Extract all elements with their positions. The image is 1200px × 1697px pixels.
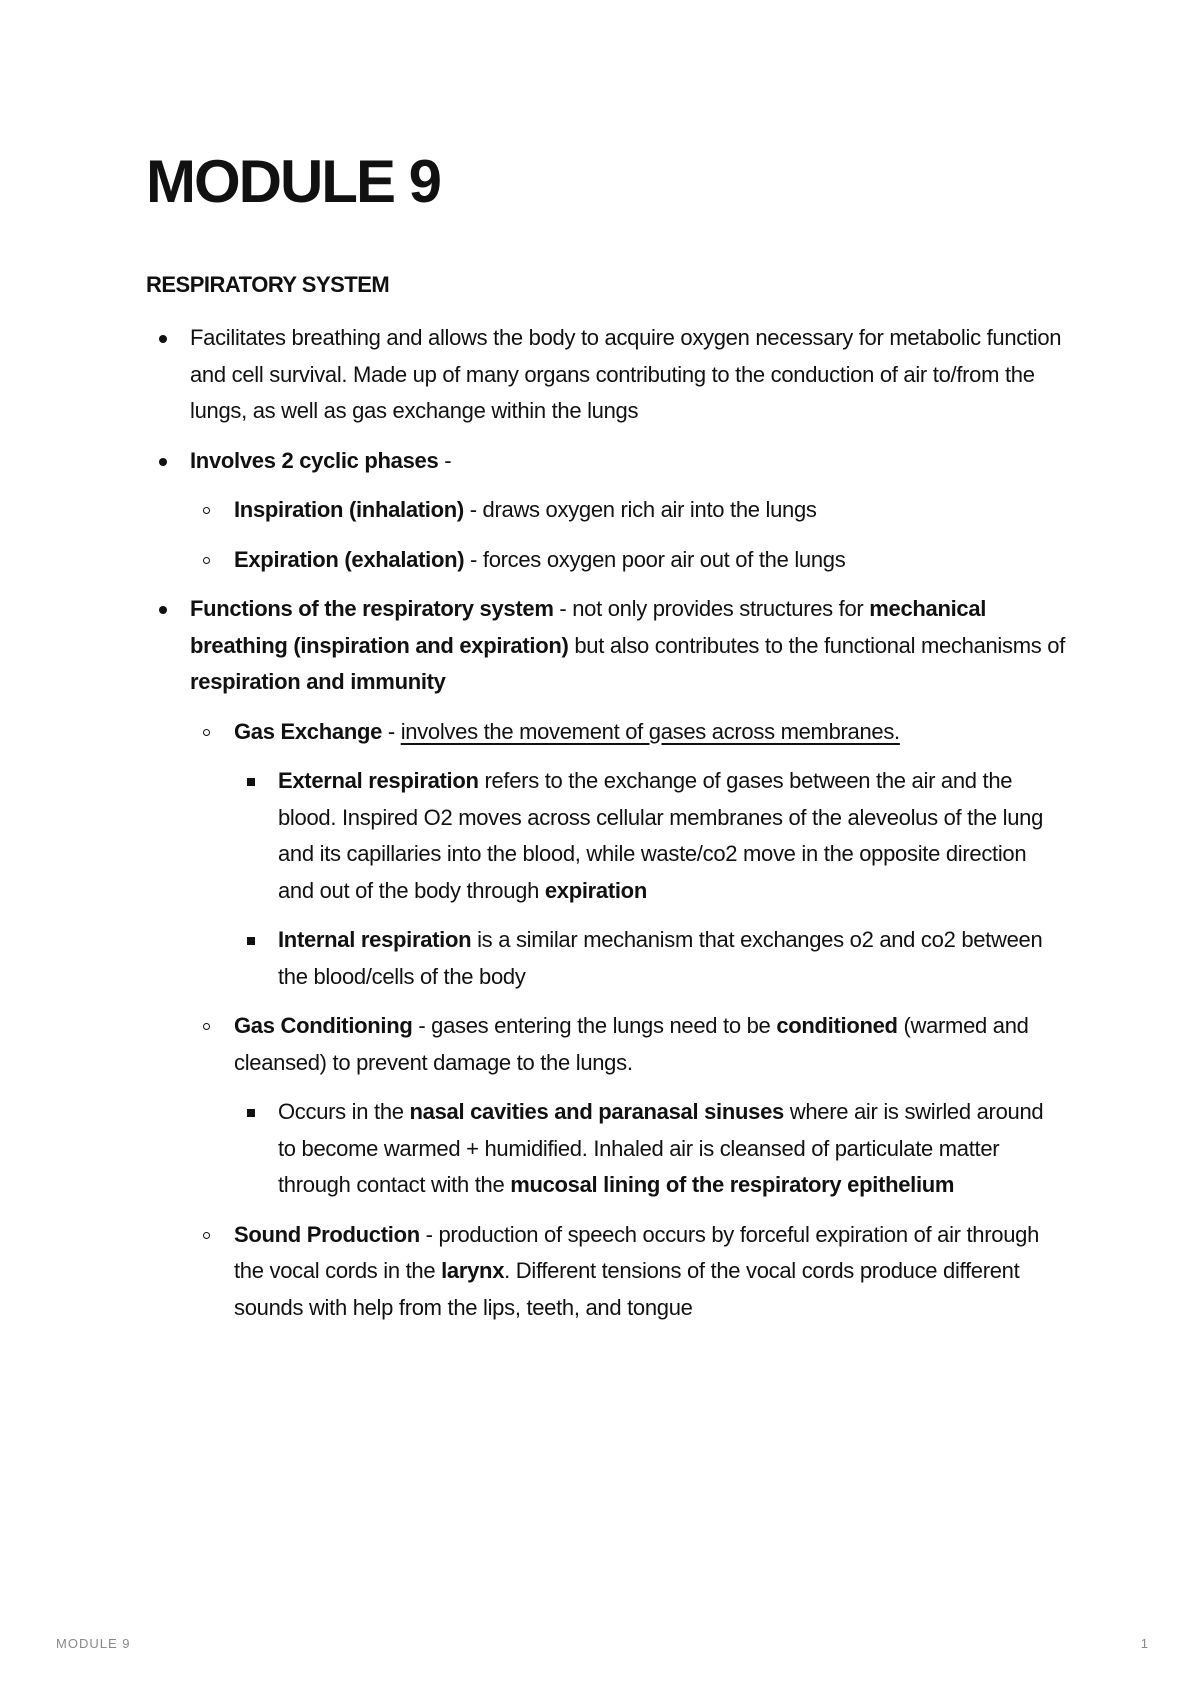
- inspiration-text: - draws oxygen rich air into the lungs: [463, 497, 817, 522]
- sound-term-2: larynx: [441, 1258, 505, 1283]
- external-term: External respiration: [278, 768, 479, 793]
- section-heading: RESPIRATORY SYSTEM: [146, 272, 390, 297]
- gas-conditioning-sublist: [234, 1094, 1066, 1204]
- expiration-text: - forces oxygen poor air out of the lungs: [464, 546, 846, 572]
- gas-conditioning-term: Gas Conditioning: [234, 1013, 413, 1038]
- phases-rest: -: [438, 447, 452, 473]
- gas-exchange-term: Gas Exchange: [234, 718, 383, 744]
- list-item-phases: [146, 443, 1066, 579]
- list-item-expiration: [190, 542, 1066, 579]
- inspiration-term: Inspiration (inhalation): [234, 497, 464, 522]
- footer-label: MODULE 9: [56, 1636, 131, 1651]
- intro-text: Facilitates breathing and allows the body to acquire oxygen necessary for metabolic function and cell survival. Made up of many organs contributing to the conduction of air to/from the lungs, as well as gas exchange within the lungs: [190, 325, 1062, 423]
- page-title: MODULE 9: [146, 148, 441, 215]
- bullet-circle-icon: [190, 542, 234, 578]
- list-item-gas-exchange: [190, 714, 1066, 996]
- external-term-2: expiration: [544, 877, 647, 903]
- list-item-nasal-cavities: [234, 1094, 1066, 1204]
- functions-term-2: mechanical breathing (inspiration and expiration): [190, 596, 987, 658]
- bullet-square-icon: [234, 1094, 278, 1130]
- gas-conditioning-text-2: (warmed and cleansed) to prevent damage to the lungs.: [234, 1013, 1029, 1075]
- bullet-disc-icon: [146, 591, 190, 627]
- bullet-circle-icon: [190, 492, 234, 528]
- phases-term: Involves 2 cyclic phases: [190, 447, 439, 473]
- list-item-sound-production: [190, 1217, 1066, 1327]
- bullet-square-icon: [234, 922, 278, 958]
- footer-page-number: 1: [1140, 1636, 1148, 1651]
- bullet-circle-icon: [190, 1217, 234, 1253]
- gas-exchange-dash: -: [382, 718, 401, 744]
- gas-conditioning-term-2: conditioned: [776, 1013, 898, 1038]
- list-item-functions: [146, 591, 1066, 1326]
- sound-term: Sound Production: [234, 1221, 420, 1247]
- document-body: [146, 320, 1066, 1339]
- list-item-intro: [146, 320, 1066, 430]
- bullet-circle-icon: [190, 714, 234, 750]
- functions-term: Functions of the respiratory system: [190, 596, 554, 621]
- bullet-list: [146, 320, 1066, 1326]
- list-item-gas-conditioning: [190, 1008, 1066, 1204]
- list-item-external-respiration: [234, 763, 1066, 909]
- list-item-internal-respiration: [234, 922, 1066, 995]
- list-item-inspiration: [190, 492, 1066, 529]
- gas-exchange-sublist: [234, 763, 1066, 995]
- functions-sublist: [190, 714, 1066, 1327]
- sound-text-1: - production of speech occurs by forceful expiration of air through the vocal cords in the: [234, 1221, 1040, 1283]
- bullet-disc-icon: [146, 320, 190, 356]
- functions-text-1: - not only provides structures for: [553, 596, 870, 621]
- external-text: refers to the exchange of gases between the air and the blood. Inspired O2 moves across cellular membranes of the aleveolus of the lung and its capillaries into the blood, while waste/co2 move in the opposite direction and out of the body through: [278, 768, 1044, 903]
- nasal-term-1: nasal cavities and paranasal sinuses: [409, 1099, 784, 1124]
- bullet-square-icon: [234, 763, 278, 799]
- internal-term: Internal respiration: [278, 927, 472, 952]
- bullet-circle-icon: [190, 1008, 234, 1044]
- phases-sublist: [190, 492, 1066, 578]
- sound-text-2: . Different tensions of the vocal cords produce different sounds with help from the lips, teeth, and tongue: [234, 1258, 1020, 1320]
- internal-text: is a similar mechanism that exchanges o2 and co2 between the blood/cells of the body: [278, 927, 1043, 989]
- expiration-term: Expiration (exhalation): [234, 546, 465, 572]
- gas-conditioning-text-1: - gases entering the lungs need to be: [412, 1013, 777, 1038]
- nasal-text-2: where air is swirled around to become warmed + humidified. Inhaled air is cleansed of particulate matter through contact with the: [278, 1099, 1044, 1197]
- nasal-term-2: mucosal lining of the respiratory epithelium: [510, 1172, 955, 1197]
- functions-term-3: respiration and immunity: [190, 669, 446, 694]
- nasal-text-1: Occurs in the: [278, 1099, 410, 1124]
- gas-exchange-definition: involves the movement of gases across membranes.: [400, 718, 900, 744]
- functions-text-2: but also contributes to the functional mechanisms of: [568, 632, 1066, 658]
- bullet-disc-icon: [146, 443, 190, 479]
